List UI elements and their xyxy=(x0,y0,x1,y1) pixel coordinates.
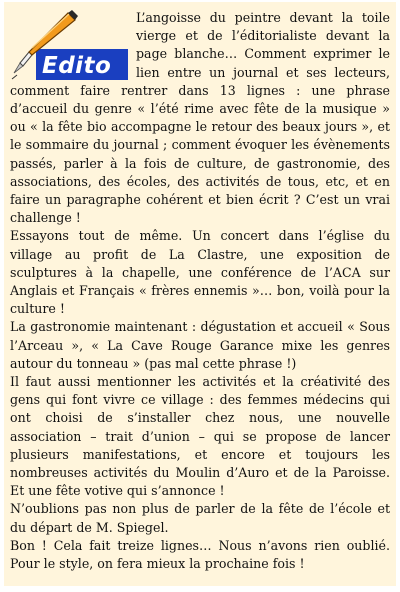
edito-panel xyxy=(4,2,396,586)
paragraph-culture: Essayons tout de même. Un concert dans l’église du village au profit de La Clastre, une exposition de sculptures à la chapelle, une conférence de l’ACA sur Anglais et Français « frères ennemis »… bon, voilà pour la culture ! xyxy=(10,228,390,317)
paragraph-activities: Il faut aussi mentionner les activités et la créativité des gens qui font vivre ce village : des femmes médecins qui ont choisi de s’installer chez nous, une nouvelle association – trait d’union – qui se propose de lancer plusieurs manifestations, et encore et toujours les nombreuses activités du Moulin d’Auro et de la Paroisse. Et une fête votive qui s’annonce ! xyxy=(10,374,390,499)
paragraph-gastronomy: La gastronomie maintenant : dégustation et accueil « Sous l’Arceau », « La Cave Rouge Garance mixe les genres autour du tonneau » (pas mal cette phrase !) xyxy=(10,319,390,371)
paragraph-intro: L’angoisse du peintre devant la toile vierge et de l’éditorialiste devant la page blanche… Comment exprimer le lien entre un journal et ses lecteurs, comment faire rentrer dans 13 lignes : une phrase d’accueil du genre « l’été rime avec fête de la musique » ou « la fête bio accompagne le retour des beaux jours », et le sommaire du journal ; comment évoquer les évènements passés, parler à la fois de culture, de gastronomie, des associations, des écoles, des activités de tous, etc, et en faire un paragraphe cohérent et bien écrit ? C’est un vrai challenge ! xyxy=(10,10,390,226)
edito-logo xyxy=(8,9,130,81)
edito-title: Edito xyxy=(42,53,112,79)
paragraph-school: N’oublions pas non plus de parler de la fête de l’école et du départ de M. Spiegel. xyxy=(10,501,390,535)
editorial-text xyxy=(10,9,390,573)
paragraph-closing: Bon ! Cela fait treize lignes… Nous n’avons rien oublié. Pour le style, on fera mieux la prochaine fois ! xyxy=(10,537,390,572)
